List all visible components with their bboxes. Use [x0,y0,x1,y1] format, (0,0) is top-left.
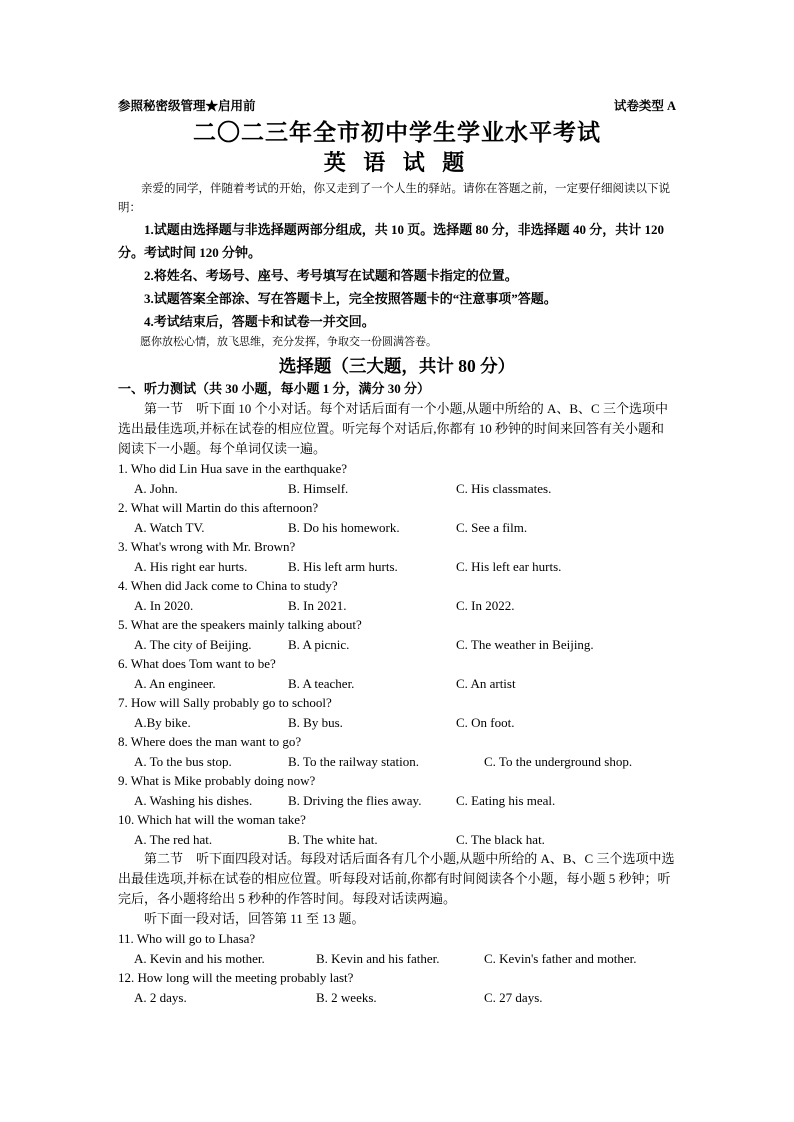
header-row [118,96,676,116]
question-stem: 10. Which hat will the woman take? [118,812,306,827]
option-c: C. An artist [456,675,516,691]
option-a: A. 2 days. [134,989,187,1005]
option-c: C. His classmates. [456,480,552,496]
option-a: A. An engineer. [134,675,216,691]
part2-intro: 第二节 听下面四段对话。每段对话后面各有几个小题,从题中所给的 A、B、C 三个选项中选出最佳选项,并标在试卷的相应位置。听每段对话前,你都有时间阅读各个小题，每小题 5 秒钟；听完后，各小题将给出 5 秒种的作答时间。每段对话读两遍。 [118,851,675,906]
question-stem: 6. What does Tom want to be? [118,656,276,671]
options-row [118,674,676,694]
part1-intro: 第一节 听下面 10 个小对话。每个对话后面有一个小题,从题中所给的 A、B、C 三个选项中选出最佳选项,并标在试卷的相应位置。听完每个对话后,你都有 10 秒钟的时间来回答有关小题和阅读下一小题。每个单词仅读一遍。 [118,401,668,456]
option-b: B. Driving the flies away. [288,792,422,808]
option-c: C. On foot. [456,714,515,730]
option-b: B. Kevin and his father. [316,950,440,966]
option-a: A. Washing his dishes. [134,792,253,808]
options-row [118,713,676,733]
options-row [118,596,676,616]
exam-subtitle: 英 语 试 题 [323,150,471,175]
option-c: C. The weather in Beijing. [456,636,594,652]
dialogue-note: 听下面一段对话，回答第 11 至 13 题。 [144,911,365,926]
option-c: C. Kevin's father and mother. [484,950,637,966]
options-row [118,830,676,850]
question-stem: 8. Where does the man want to go? [118,734,302,749]
question-stem: 12. How long will the meeting probably last? [118,970,354,985]
option-a: A. The red hat. [134,831,213,847]
option-b: B. By bus. [288,714,343,730]
option-c: C. In 2022. [456,597,515,613]
options-row [118,557,676,577]
paper-type-label: 试卷类型 A [613,99,676,113]
instruction-4: 4.考试结束后，答题卡和试卷一并交回。 [144,314,375,329]
exam-page [118,96,676,1007]
wish-text: 愿你放松心情，放飞思维，充分发挥，争取交一份圆满答卷。 [140,336,437,348]
option-a: A. John. [134,480,178,496]
option-b: B. Himself. [288,480,349,496]
option-a: A. Watch TV. [134,519,205,535]
instruction-1: 1.试题由选择题与非选择题两部分组成，共 10 页。选择题 80 分，非选择题 40 分，共计 120 分。考试时间 120 分钟。 [118,222,665,260]
option-a: A. The city of Beijing. [134,636,252,652]
option-c: C. 27 days. [484,989,543,1005]
option-b: B. 2 weeks. [316,989,377,1005]
options-row [118,988,676,1008]
instruction-2: 2.将姓名、考场号、座号、考号填写在试题和答题卡指定的位置。 [144,268,518,283]
option-a: A. Kevin and his mother. [134,950,265,966]
question-stem: 5. What are the speakers mainly talking about? [118,617,362,632]
question-stem: 4. When did Jack come to China to study? [118,578,338,593]
option-c: C. Eating his meal. [456,792,556,808]
section-title: 选择题（三大题，共计 80 分） [278,356,516,376]
question-stem: 2. What will Martin do this afternoon? [118,500,319,515]
confidentiality-label: 参照秘密级管理★启用前 [118,99,256,113]
option-c: C. See a film. [456,519,528,535]
options-row [118,752,676,772]
options-row [118,518,676,538]
question-stem: 9. What is Mike probably doing now? [118,773,316,788]
option-a: A.By bike. [134,714,191,730]
option-a: A. His right ear hurts. [134,558,248,574]
option-b: B. A picnic. [288,636,350,652]
option-b: B. In 2021. [288,597,347,613]
option-b: B. To the railway station. [288,753,419,769]
option-c: C. To the underground shop. [484,753,633,769]
option-a: A. To the bus stop. [134,753,232,769]
option-c: C. The black hat. [456,831,545,847]
option-a: A. In 2020. [134,597,194,613]
option-b: B. The white hat. [288,831,378,847]
question-list-part2 [118,929,676,1007]
options-row [118,791,676,811]
intro-text: 亲爱的同学，伴随着考试的开始，你又走到了一个人生的驿站。请你在答题之前，一定要仔细阅读以下说明： [118,183,670,214]
question-stem: 3. What's wrong with Mr. Brown? [118,539,296,554]
option-b: B. Do his homework. [288,519,400,535]
options-row [118,479,676,499]
option-b: B. A teacher. [288,675,355,691]
option-b: B. His left arm hurts. [288,558,398,574]
options-row [118,635,676,655]
part-title: 一、听力测试（共 30 小题，每小题 1 分，满分 30 分） [118,381,431,396]
options-row [118,949,676,969]
question-stem: 11. Who will go to Lhasa? [118,931,256,946]
instruction-3: 3.试题答案全部涂、写在答题卡上，完全按照答题卡的“注意事项”答题。 [144,291,557,306]
option-c: C. His left ear hurts. [456,558,562,574]
question-list-part1 [118,459,676,849]
question-stem: 1. Who did Lin Hua save in the earthquake? [118,461,347,476]
question-stem: 7. How will Sally probably go to school? [118,695,332,710]
exam-title: 二〇二三年全市初中学生学业水平考试 [193,120,601,145]
